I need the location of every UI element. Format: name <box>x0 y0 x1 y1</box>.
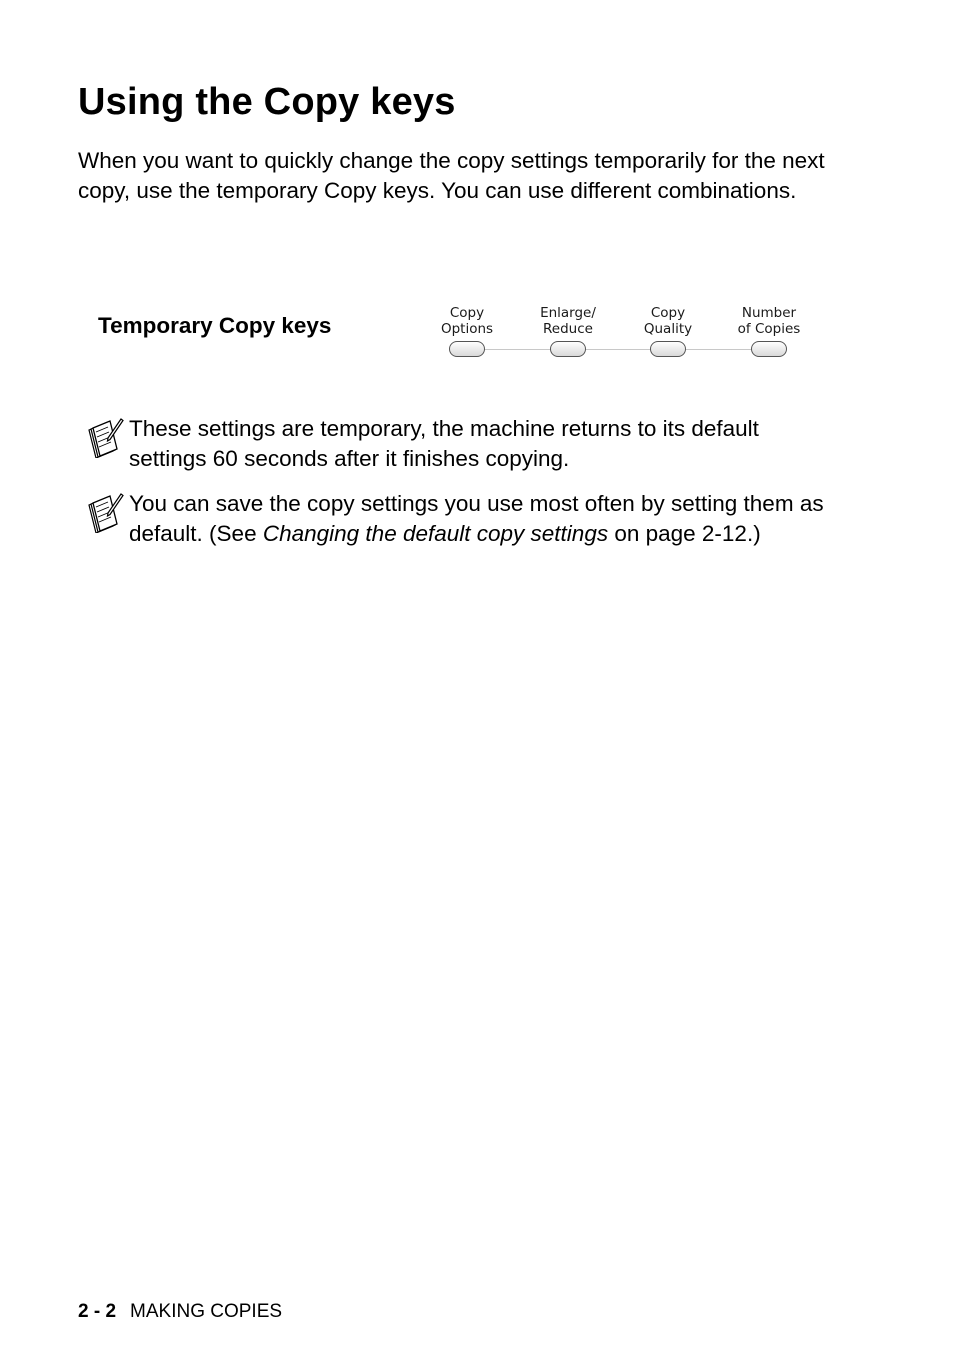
enlarge-reduce-key[interactable] <box>526 300 610 366</box>
note-text: You can save the copy settings you use most often by setting them as default. (See Changing the default copy settings on page 2-12.) <box>129 491 824 546</box>
copy-quality-button[interactable] <box>650 341 686 357</box>
temporary-copy-keys-label: Temporary Copy keys <box>98 313 332 338</box>
copy-quality-key[interactable] <box>626 300 710 366</box>
copy-quality-key-label: Copy Quality <box>643 305 693 337</box>
enlarge-reduce-key-label: Enlarge/ Reduce <box>540 305 596 337</box>
number-of-copies-key[interactable] <box>727 300 811 366</box>
number-of-copies-key-label: Number of Copies <box>737 305 801 337</box>
enlarge-reduce-button[interactable] <box>550 341 586 357</box>
copy-options-key[interactable] <box>425 300 509 366</box>
page-title: Using the Copy keys <box>78 81 456 123</box>
intro-paragraph: When you want to quickly change the copy settings temporarily for the next copy, use the temporary Copy keys. You can use different combinations. <box>78 148 825 203</box>
section-name: MAKING COPIES <box>130 1301 283 1322</box>
number-of-copies-button[interactable] <box>751 341 787 357</box>
copy-options-key-label: Copy Options <box>440 305 494 337</box>
note-text: These settings are temporary, the machine returns to its default settings 60 seconds after it finishes copying. <box>129 416 759 471</box>
note-pencil-icon <box>86 491 124 533</box>
copy-options-button[interactable] <box>449 341 485 357</box>
page-footer <box>78 1300 282 1324</box>
note-pencil-icon <box>86 416 124 458</box>
copy-keys-panel <box>425 300 825 370</box>
page-number: 2 - 2 <box>78 1301 117 1322</box>
cross-reference-link: Changing the default copy settings <box>262 521 609 546</box>
key-rail-divider <box>467 349 769 350</box>
